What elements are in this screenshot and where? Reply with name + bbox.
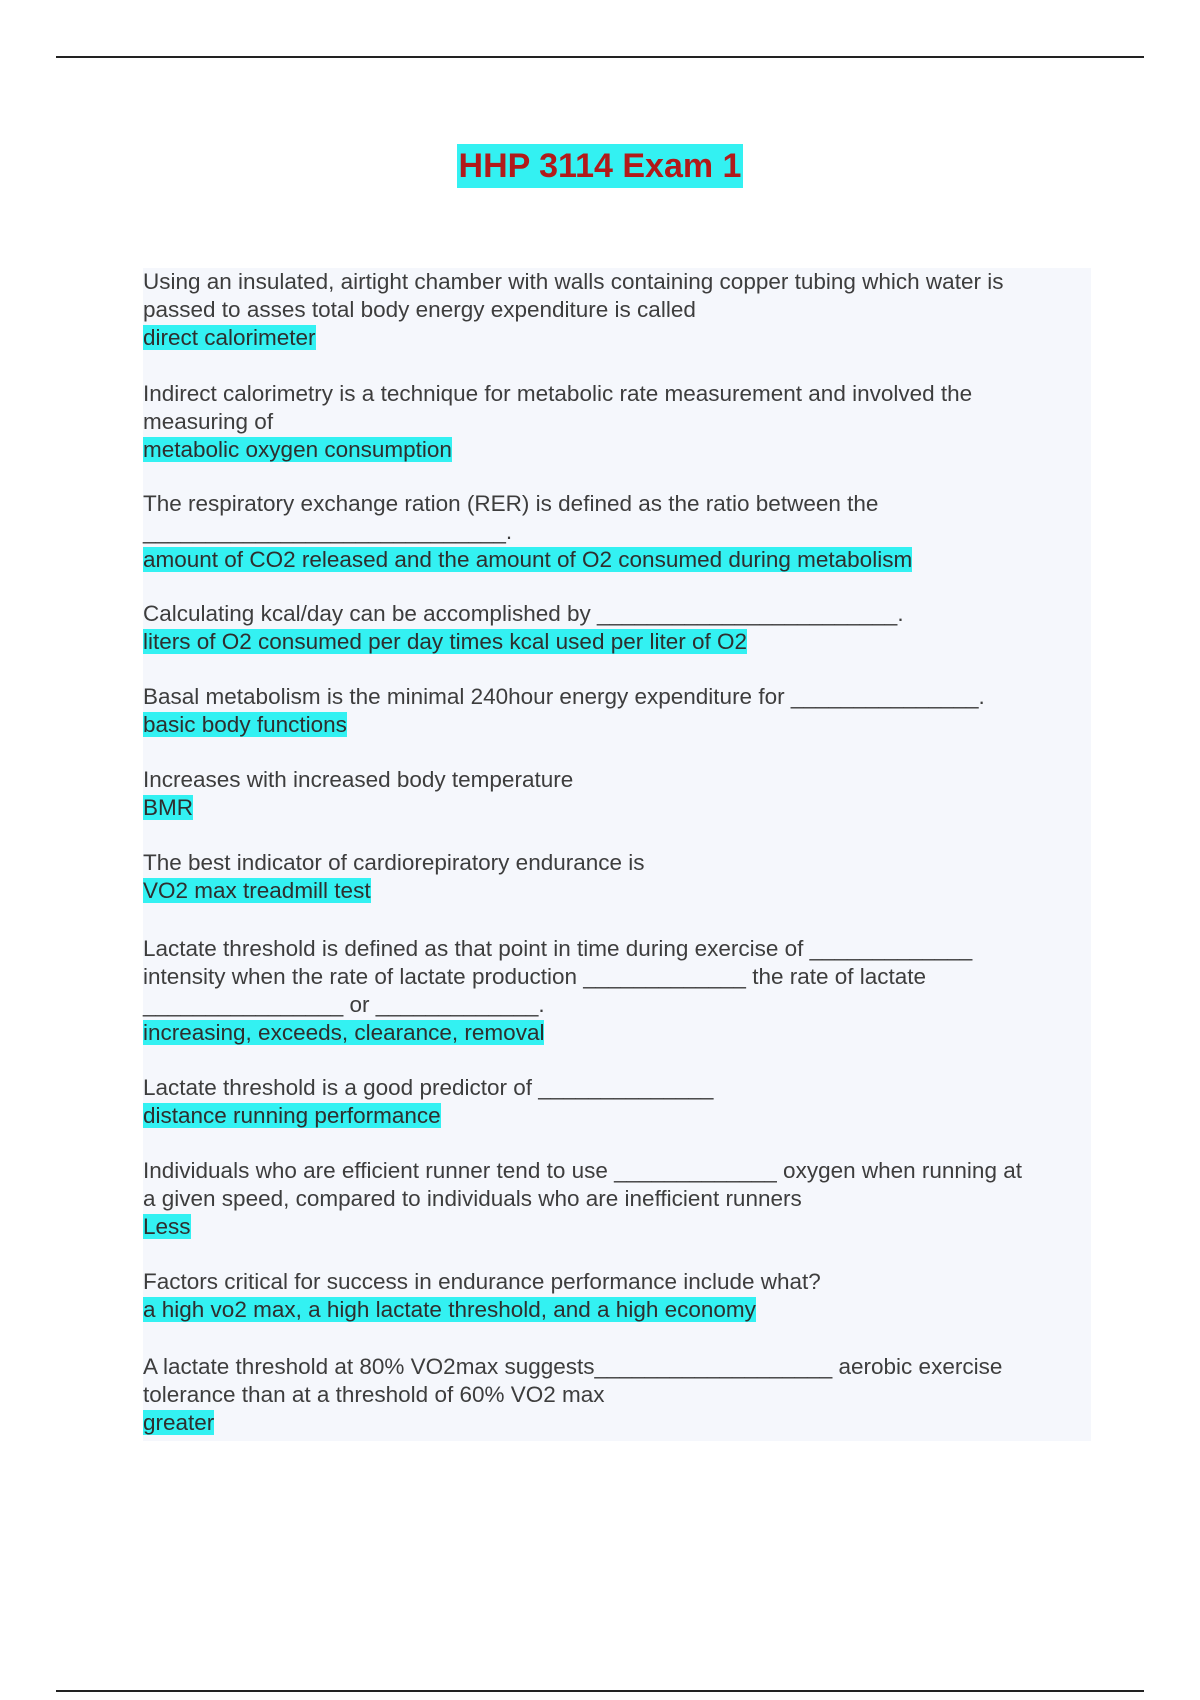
qa-panel bbox=[143, 268, 1091, 1441]
answer-text: increasing, exceeds, clearance, removal bbox=[143, 1020, 545, 1045]
question-text: Calculating kcal/day can be accomplished by ________________________. bbox=[143, 601, 904, 626]
question-text: Increases with increased body temperature bbox=[143, 767, 574, 792]
top-rule bbox=[56, 56, 1144, 58]
title-container bbox=[0, 144, 1200, 188]
qa-item-10 bbox=[143, 1157, 1091, 1241]
answer-text: basic body functions bbox=[143, 712, 347, 737]
bottom-rule bbox=[56, 1690, 1144, 1692]
question-text: Using an insulated, airtight chamber with walls containing copper tubing which water is passed to asses total body energy expenditure is called bbox=[143, 269, 1004, 322]
qa-item-5 bbox=[143, 683, 1091, 739]
question-text: A lactate threshold at 80% VO2max suggests___________________ aerobic exercise tolerance than at a threshold of 60% VO2 max bbox=[143, 1354, 1003, 1407]
answer-text: greater bbox=[143, 1410, 215, 1435]
qa-item-12 bbox=[143, 1353, 1091, 1437]
question-text: Individuals who are efficient runner tend to use _____________ oxygen when running at a given speed, compared to individuals who are inefficient runners bbox=[143, 1158, 1022, 1211]
question-text: Basal metabolism is the minimal 240hour energy expenditure for _______________. bbox=[143, 684, 985, 709]
question-text: The respiratory exchange ration (RER) is defined as the ratio between the _____________________________. bbox=[143, 491, 879, 544]
answer-text: BMR bbox=[143, 795, 193, 820]
qa-item-4 bbox=[143, 600, 1091, 656]
qa-item-11 bbox=[143, 1268, 1091, 1324]
answer-text: liters of O2 consumed per day times kcal used per liter of O2 bbox=[143, 629, 748, 654]
question-text: Factors critical for success in endurance performance include what? bbox=[143, 1269, 821, 1294]
question-text: The best indicator of cardiorepiratory endurance is bbox=[143, 850, 645, 875]
qa-item-9 bbox=[143, 1074, 1091, 1130]
qa-item-3 bbox=[143, 490, 1091, 574]
qa-item-6 bbox=[143, 766, 1091, 822]
qa-item-7 bbox=[143, 849, 1091, 905]
question-text: Lactate threshold is defined as that point in time during exercise of _____________ intensity when the rate of lactate production _____________ the rate of lactate ________________ or _____________. bbox=[143, 936, 973, 1017]
answer-text: Less bbox=[143, 1214, 191, 1239]
answer-text: metabolic oxygen consumption bbox=[143, 437, 452, 462]
qa-item-8 bbox=[143, 935, 1091, 1047]
answer-text: a high vo2 max, a high lactate threshold, and a high economy bbox=[143, 1297, 756, 1322]
qa-item-1 bbox=[143, 268, 1091, 352]
answer-text: distance running performance bbox=[143, 1103, 441, 1128]
answer-text: amount of CO2 released and the amount of O2 consumed during metabolism bbox=[143, 547, 913, 572]
qa-item-2 bbox=[143, 380, 1091, 464]
answer-text: direct calorimeter bbox=[143, 325, 316, 350]
question-text: Indirect calorimetry is a technique for metabolic rate measurement and involved the measuring of bbox=[143, 381, 973, 434]
answer-text: VO2 max treadmill test bbox=[143, 878, 371, 903]
page-title: HHP 3114 Exam 1 bbox=[457, 144, 744, 188]
question-text: Lactate threshold is a good predictor of ______________ bbox=[143, 1075, 714, 1100]
